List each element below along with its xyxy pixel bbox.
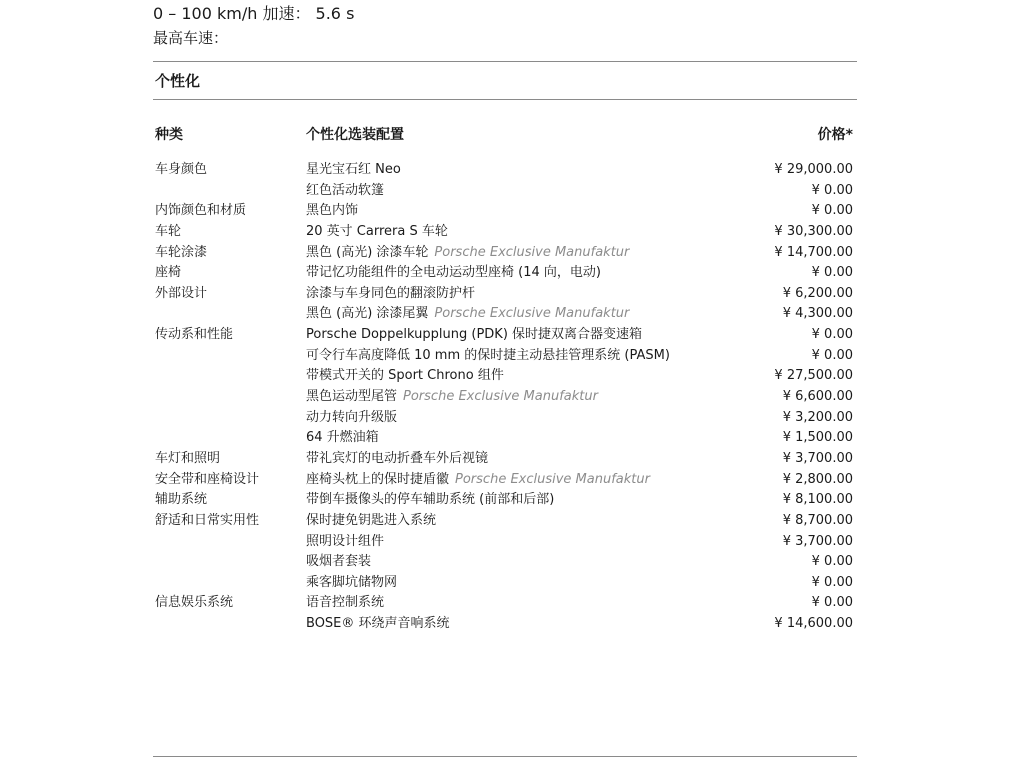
row-price: ¥ 27,500.00 (774, 368, 853, 384)
row-option (306, 552, 371, 572)
acceleration-spec: 0 – 100 km/h 加速： 5.6 s (153, 4, 355, 23)
table-row (0, 428, 1024, 449)
row-option-text: 涂漆与车身同色的翻滚防护杆 (306, 285, 476, 301)
row-option-text: 星光宝石红 Neo (306, 162, 401, 177)
row-price: ¥ 14,700.00 (774, 244, 853, 260)
row-price: ¥ 0.00 (811, 182, 853, 198)
row-option-text: 黑色 (高光) 涂漆尾翼 (306, 306, 429, 322)
row-price: ¥ 6,200.00 (782, 285, 853, 301)
row-exclusive-note: Porsche Exclusive Manufaktur (455, 471, 650, 487)
row-option (306, 201, 358, 221)
row-option-text: 语音控制系统 (306, 595, 385, 611)
row-price: ¥ 0.00 (811, 347, 853, 363)
row-category: 车轮 (155, 223, 182, 239)
section-top-divider (153, 61, 857, 62)
row-option-text: 带记忆功能组件的全电动运动型座椅 (14 向，电动) (306, 265, 601, 281)
row-option-text: Porsche Doppelkupplung (PDK) 保时捷双离合器变速箱 (306, 327, 643, 343)
page-bottom-divider (153, 756, 857, 757)
row-option-text: 带模式开关的 Sport Chrono 组件 (306, 368, 504, 384)
table-row (0, 573, 1024, 594)
column-header-category: 种类 (155, 127, 183, 143)
row-option (306, 366, 504, 386)
row-price: ¥ 2,800.00 (782, 471, 853, 487)
row-category: 辅助系统 (155, 492, 208, 508)
row-category: 传动系和性能 (155, 327, 234, 343)
column-header-option: 个性化选装配置 (306, 127, 404, 143)
row-option-text: 黑色 (高光) 涂漆车轮 (306, 244, 429, 260)
section-bottom-divider (153, 99, 857, 100)
table-row (0, 243, 1024, 264)
row-option (306, 532, 384, 552)
row-category: 车灯和照明 (155, 450, 221, 466)
row-exclusive-note: Porsche Exclusive Manufaktur (434, 244, 630, 260)
row-price: ¥ 14,600.00 (774, 616, 853, 632)
row-price: ¥ 0.00 (811, 265, 853, 281)
row-option (306, 470, 650, 490)
table-row (0, 325, 1024, 346)
row-option (306, 325, 642, 345)
row-option (306, 511, 436, 531)
options-table (0, 160, 1024, 635)
row-option-text: 红色活动软篷 (306, 182, 385, 198)
table-row (0, 490, 1024, 511)
row-price: ¥ 0.00 (811, 327, 853, 343)
row-category: 信息娱乐系统 (155, 595, 234, 611)
table-row (0, 593, 1024, 614)
row-price: ¥ 1,500.00 (782, 430, 853, 446)
row-option-text: 黑色运动型尾管 (306, 389, 398, 405)
row-option (306, 160, 401, 180)
top-speed-spec: 最高车速： (153, 29, 229, 47)
table-row (0, 201, 1024, 222)
row-option-text: 20 英寸 Carrera S 车轮 (306, 223, 448, 239)
row-price: ¥ 8,700.00 (782, 512, 853, 528)
row-category: 车轮涂漆 (155, 244, 208, 260)
row-category: 内饰颜色和材质 (155, 203, 247, 219)
row-option (306, 573, 397, 593)
row-option (306, 263, 601, 283)
table-row (0, 552, 1024, 573)
row-category: 安全带和座椅设计 (155, 471, 260, 487)
row-option-text: 保时捷免钥匙进入系统 (306, 512, 437, 528)
row-exclusive-note: Porsche Exclusive Manufaktur (403, 389, 598, 405)
row-option (306, 387, 598, 407)
table-row (0, 387, 1024, 408)
row-category: 车身颜色 (155, 162, 208, 177)
table-row (0, 408, 1024, 429)
row-option-text: 座椅头枕上的保时捷盾徽 (306, 471, 450, 487)
table-row (0, 346, 1024, 367)
table-row (0, 470, 1024, 491)
row-price: ¥ 3,700.00 (782, 450, 853, 466)
row-option-text: 64 升燃油箱 (306, 430, 379, 446)
table-row (0, 511, 1024, 532)
row-option (306, 222, 448, 242)
row-price: ¥ 3,200.00 (782, 409, 853, 425)
row-category: 外部设计 (155, 285, 208, 301)
row-price: ¥ 0.00 (811, 574, 853, 590)
row-option (306, 593, 384, 613)
row-option-text: 可令行车高度降低 10 mm 的保时捷主动悬挂管理系统 (PASM) (306, 347, 670, 363)
table-row (0, 366, 1024, 387)
row-price: ¥ 3,700.00 (782, 533, 853, 549)
row-option-text: 乘客脚坑储物网 (306, 574, 398, 590)
row-price: ¥ 0.00 (811, 554, 853, 570)
table-row (0, 449, 1024, 470)
row-category: 座椅 (155, 265, 182, 281)
row-option-text: 带礼宾灯的电动折叠车外后视镜 (306, 450, 489, 466)
table-row (0, 284, 1024, 305)
row-option (306, 614, 450, 634)
row-exclusive-note: Porsche Exclusive Manufaktur (434, 306, 630, 322)
row-category: 舒适和日常实用性 (155, 512, 260, 528)
row-price: ¥ 8,100.00 (782, 492, 853, 508)
row-option (306, 490, 554, 510)
table-row (0, 614, 1024, 635)
table-row (0, 263, 1024, 284)
row-option (306, 449, 488, 469)
table-row (0, 222, 1024, 243)
row-option (306, 428, 379, 448)
section-title: 个性化 (155, 72, 201, 90)
table-row (0, 532, 1024, 553)
row-price: ¥ 0.00 (811, 595, 853, 611)
column-header-price: 价格* (817, 127, 853, 143)
row-option-text: 吸烟者套装 (306, 554, 372, 570)
row-option (306, 304, 629, 324)
row-option-text: 带倒车摄像头的停车辅助系统 (前部和后部) (306, 492, 555, 508)
row-price: ¥ 30,300.00 (774, 223, 853, 239)
row-option-text: 黑色内饰 (306, 203, 359, 219)
row-price: ¥ 6,600.00 (782, 389, 853, 405)
table-row (0, 181, 1024, 202)
row-option-text: 照明设计组件 (306, 533, 385, 549)
row-option (306, 346, 670, 366)
row-price: ¥ 29,000.00 (774, 162, 853, 177)
row-option (306, 408, 397, 428)
table-row (0, 160, 1024, 181)
table-row (0, 304, 1024, 325)
row-option (306, 284, 475, 304)
row-option (306, 181, 384, 201)
row-option-text: BOSE® 环绕声音响系统 (306, 616, 450, 632)
row-option-text: 动力转向升级版 (306, 409, 398, 425)
row-price: ¥ 0.00 (811, 203, 853, 219)
row-option (306, 243, 629, 263)
row-price: ¥ 4,300.00 (782, 306, 853, 322)
